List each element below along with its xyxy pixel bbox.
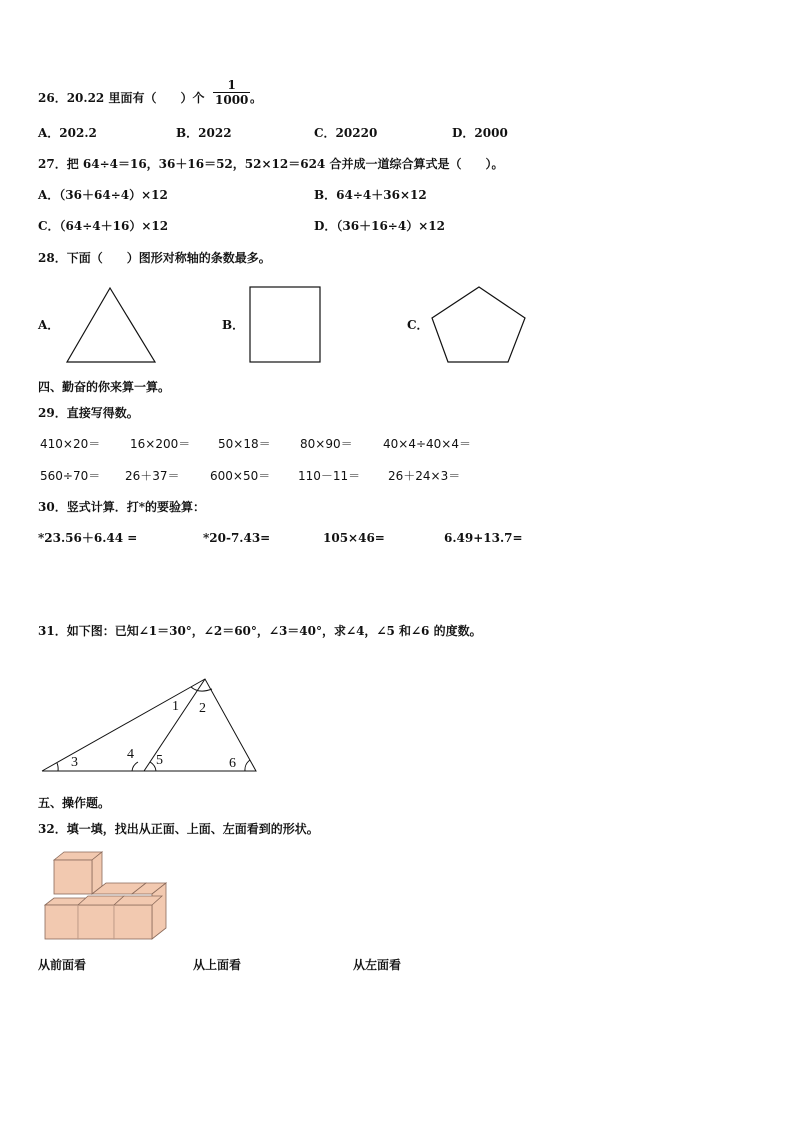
q28-triangle-shape[interactable] bbox=[60, 284, 160, 368]
q29-stem: 29．直接写得数。 bbox=[38, 406, 139, 420]
q28-option-a-label[interactable]: A． bbox=[38, 318, 60, 332]
q30-item: *20-7.43= bbox=[203, 531, 271, 545]
q27-option-a[interactable]: A．（36＋64÷4）×12 bbox=[38, 188, 168, 202]
angle-6-label: 6 bbox=[229, 756, 236, 771]
q29-item: 560÷70＝ bbox=[40, 469, 101, 483]
q27-option-c[interactable]: C．（64÷4＋16）×12 bbox=[38, 219, 169, 233]
angle-1-label: 1 bbox=[172, 699, 179, 714]
q31-triangle-diagram bbox=[36, 672, 266, 780]
q32-cube-stack bbox=[40, 850, 172, 944]
q29-item: 110－11＝ bbox=[298, 469, 361, 483]
q28-stem: 28．下面（ ）图形对称轴的条数最多。 bbox=[38, 251, 271, 265]
q26-option-b[interactable]: B．2022 bbox=[176, 126, 232, 140]
q29-item: 16×200＝ bbox=[130, 437, 191, 451]
q29-item: 50×18＝ bbox=[218, 437, 271, 451]
q29-item: 40×4÷40×4＝ bbox=[383, 437, 471, 451]
q32-view-top-label: 从上面看 bbox=[193, 958, 242, 972]
q26-stem-end: 。 bbox=[250, 91, 263, 105]
q27-option-d[interactable]: D．（36＋16÷4）×12 bbox=[314, 219, 445, 233]
q28-pentagon-shape[interactable] bbox=[428, 281, 532, 369]
q26-option-d[interactable]: D．2000 bbox=[452, 126, 508, 140]
angle-3-label: 3 bbox=[71, 755, 78, 770]
q28-square-shape[interactable] bbox=[245, 282, 327, 368]
q28-option-b-label[interactable]: B． bbox=[222, 318, 245, 332]
q29-item: 410×20＝ bbox=[40, 437, 101, 451]
q32-stem: 32．填一填，找出从正面、上面、左面看到的形状。 bbox=[38, 822, 319, 836]
angle-5-label: 5 bbox=[156, 753, 163, 768]
q30-item: 6.49+13.7= bbox=[444, 531, 523, 545]
q28-option-c-label[interactable]: C． bbox=[407, 318, 429, 332]
section-4-heading: 四、勤奋的你来算一算。 bbox=[38, 380, 171, 394]
q26-fraction-numerator: 1 bbox=[227, 78, 236, 92]
q26-fraction-denominator: 1000 bbox=[215, 93, 249, 107]
q27-option-b[interactable]: B．64÷4＋36×12 bbox=[314, 188, 427, 202]
q30-item: 105×46= bbox=[323, 531, 385, 545]
section-5-heading: 五、操作题。 bbox=[38, 796, 111, 810]
q32-view-front-label: 从前面看 bbox=[38, 958, 87, 972]
q30-stem: 30．竖式计算．打*的要验算： bbox=[38, 500, 205, 514]
angle-4-label: 4 bbox=[127, 747, 134, 762]
q26-fraction bbox=[213, 78, 250, 107]
q26-stem: 26．20.22 里面有（ ）个 bbox=[38, 91, 205, 105]
q26-option-c[interactable]: C．20220 bbox=[314, 126, 378, 140]
q32-view-left-label: 从左面看 bbox=[353, 958, 402, 972]
q31-stem: 31．如下图：已知∠1＝30°，∠2＝60°，∠3＝40°，求∠4，∠5 和∠6 的度数。 bbox=[38, 624, 482, 638]
q29-item: 26＋24×3＝ bbox=[388, 469, 461, 483]
q29-item: 600×50＝ bbox=[210, 469, 271, 483]
q26-option-a[interactable]: A．202.2 bbox=[38, 126, 97, 140]
q29-item: 80×90＝ bbox=[300, 437, 353, 451]
angle-2-label: 2 bbox=[199, 701, 206, 716]
q29-item: 26＋37＝ bbox=[125, 469, 180, 483]
q30-item: *23.56＋6.44 = bbox=[38, 531, 138, 545]
q27-stem: 27．把 64÷4＝16，36＋16＝52，52×12＝624 合并成一道综合算式是（ ）。 bbox=[38, 157, 504, 171]
